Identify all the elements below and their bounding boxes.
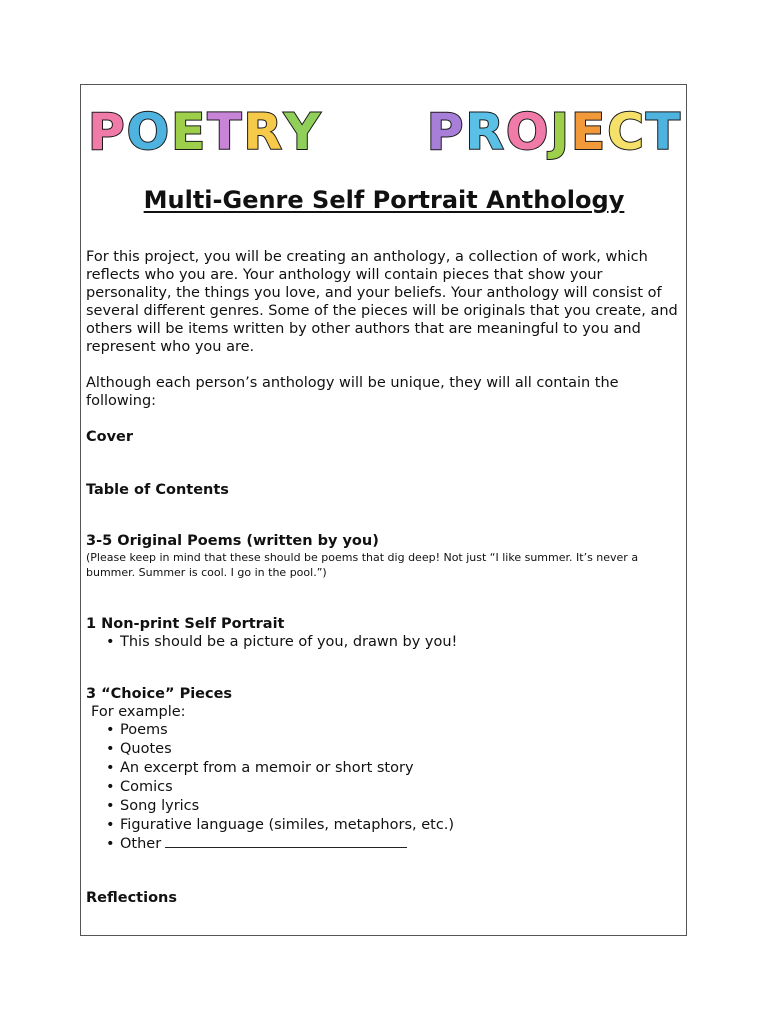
self-portrait-heading: 1 Non-print Self Portrait	[86, 616, 285, 632]
toc-heading: Table of Contents	[86, 482, 229, 498]
banner-letter: T	[645, 103, 680, 161]
list-item: • An excerpt from a memoir or short story	[106, 759, 678, 778]
list-item: • Poems	[106, 721, 678, 740]
list-item: • Song lyrics	[106, 797, 678, 816]
list-item: • This should be a picture of you, drawn by you!	[106, 633, 678, 652]
original-poems-heading: 3-5 Original Poems (written by you)	[86, 533, 379, 549]
choice-pieces-list	[86, 721, 678, 854]
banner-letter: T	[207, 103, 242, 161]
banner-word-poetry	[88, 105, 320, 159]
banner-letter: R	[465, 103, 504, 161]
fill-in-blank-line	[165, 835, 407, 848]
document-title: Multi-Genre Self Portrait Anthology	[143, 186, 625, 214]
list-item: • Quotes	[106, 740, 678, 759]
self-portrait-list	[86, 633, 678, 652]
banner-letter: E	[171, 103, 206, 161]
cover-heading: Cover	[86, 429, 134, 445]
banner-letter: P	[426, 103, 464, 161]
document-body	[86, 248, 678, 907]
banner-letter: R	[243, 103, 282, 161]
poetry-project-banner	[88, 104, 680, 160]
list-item: • Figurative language (similes, metaphors, etc.)	[106, 816, 678, 835]
original-poems-note: (Please keep in mind that these should be poems that dig deep! Not just “I like summer. It’s never a bummer. Summer is cool. I go in the pool.”)	[86, 551, 639, 579]
choice-pieces-heading: 3 “Choice” Pieces	[86, 686, 233, 702]
list-item-other	[106, 835, 678, 854]
banner-letter: P	[88, 103, 125, 161]
banner-letter: E	[571, 103, 606, 161]
banner-word-project	[427, 105, 680, 159]
banner-letter: C	[607, 103, 644, 161]
banner-letter: J	[550, 103, 570, 161]
other-label: Other	[120, 836, 162, 852]
intro-paragraph: For this project, you will be creating an anthology, a collection of work, which reflects who you are. Your anthology will contain pieces that show your personality, the things you love, and your beliefs. Your anthology will consist of several different genres. Some of the pieces will be originals that you create, and others will be items written by other authors that are meaningful to you and represent who you are.	[86, 249, 678, 355]
banner-letter: O	[505, 103, 549, 161]
banner-letter: O	[126, 103, 170, 161]
requirements-intro: Although each person’s anthology will be unique, they will all contain the following:	[86, 375, 619, 409]
list-item: • Comics	[106, 778, 678, 797]
example-label: For example:	[91, 704, 186, 720]
banner-letter: Y	[283, 103, 321, 161]
reflections-heading: Reflections	[86, 890, 177, 906]
